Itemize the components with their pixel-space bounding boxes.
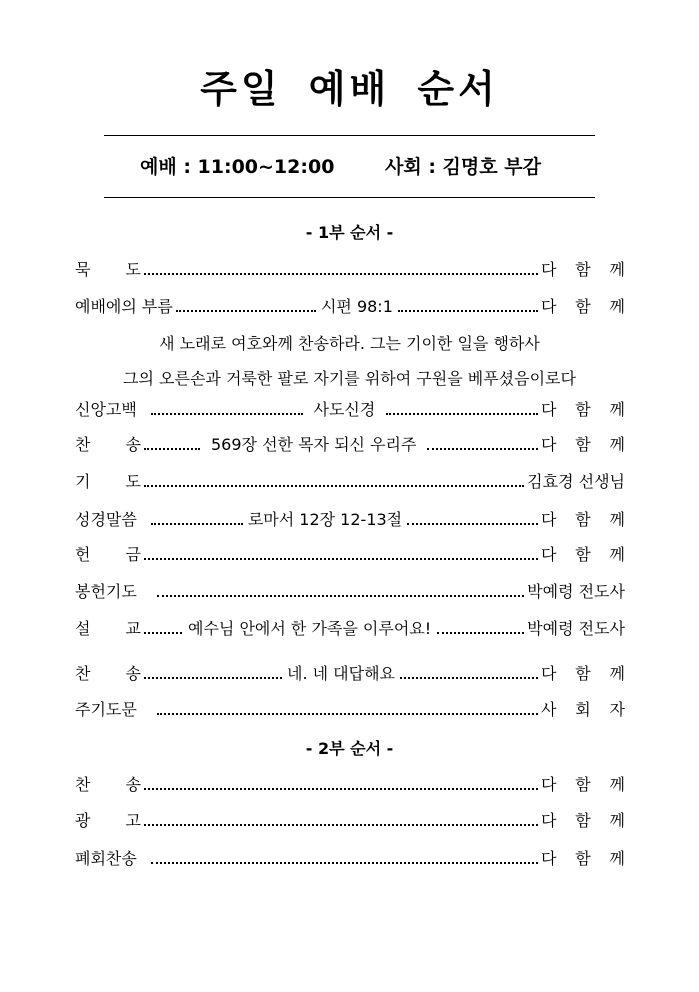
item-leader: 박예령 전도사 — [527, 582, 625, 601]
section-heading-part1: - 1부 순서 - — [305, 223, 394, 242]
item-leader: 사 회 자 — [541, 700, 625, 719]
divider-top — [104, 135, 595, 136]
item-detail: 예수님 안에서 한 가족을 이루어요! — [188, 619, 432, 638]
item-leader: 김효경 선생님 — [527, 472, 625, 491]
item-leader: 다 함 께 — [541, 545, 625, 564]
leader-dots — [144, 558, 538, 560]
item-label: 찬 송 — [75, 664, 141, 683]
item-leader: 다 함 께 — [541, 664, 625, 683]
leader-dots — [157, 595, 524, 597]
page-title: 주일 예배 순서 — [200, 67, 499, 111]
leader-dots — [437, 632, 524, 634]
order-item-announcements — [75, 807, 625, 831]
item-label: 예배에의 부름 — [75, 297, 173, 316]
item-leader: 다 함 께 — [541, 260, 625, 279]
item-label: 찬 송 — [75, 435, 141, 454]
item-leader: 다 함 께 — [541, 400, 625, 419]
item-detail: 사도신경 — [313, 400, 376, 419]
item-label: 폐회찬송 — [75, 849, 137, 868]
order-item-offering — [75, 541, 625, 565]
item-detail: 시편 98:1 — [320, 297, 393, 316]
leader-dots — [144, 485, 524, 487]
order-item-scripture — [75, 506, 625, 530]
scripture-verse-line: 그의 오른손과 거룩한 팔로 자기를 위하여 구원을 베푸셨음이로다 — [123, 369, 576, 388]
item-leader: 다 함 께 — [541, 435, 625, 454]
item-leader: 박예령 전도사 — [527, 619, 625, 638]
service-time: 예배 : 11:00~12:00 — [140, 156, 335, 178]
item-label: 묵 도 — [75, 260, 141, 279]
leader-dots — [407, 523, 538, 525]
leader-dots — [144, 824, 538, 826]
item-leader: 다 함 께 — [541, 510, 625, 529]
scripture-verse-line: 새 노래로 여호와께 찬송하라. 그는 기이한 일을 행하사 — [159, 334, 540, 353]
leader-dots — [157, 713, 538, 715]
leader-dots — [144, 788, 538, 790]
leader-dots — [400, 677, 538, 679]
leader-dots — [144, 273, 538, 275]
leader-dots — [176, 310, 316, 312]
item-leader: 다 함 께 — [541, 775, 625, 794]
item-label: 헌 금 — [75, 545, 141, 564]
order-item-hymn-3 — [75, 771, 625, 795]
item-label: 기 도 — [75, 472, 141, 491]
order-item-closing-hymn — [75, 845, 625, 869]
leader-dots — [386, 413, 538, 415]
order-item-prayer — [75, 468, 625, 492]
order-item-hymn-1 — [75, 431, 625, 455]
leader-dots — [144, 448, 200, 450]
leader-dots — [144, 677, 282, 679]
item-label: 찬 송 — [75, 775, 141, 794]
host-info: 사회 : 김명호 부감 — [385, 156, 541, 178]
order-item-hymn-2 — [75, 660, 625, 684]
order-item-silent-prayer — [75, 256, 625, 280]
item-label: 봉헌기도 — [75, 582, 137, 601]
leader-dots — [151, 413, 303, 415]
divider-bottom — [104, 197, 595, 198]
leader-dots — [151, 523, 243, 525]
section-heading-part2: - 2부 순서 - — [305, 739, 394, 758]
order-item-call-to-worship — [75, 293, 625, 317]
item-label: 주기도문 — [75, 700, 137, 719]
item-leader: 다 함 께 — [541, 811, 625, 830]
item-label: 설 교 — [75, 619, 141, 638]
leader-dots — [427, 448, 538, 450]
item-label: 신앙고백 — [75, 400, 137, 419]
item-leader: 다 함 께 — [541, 849, 625, 868]
item-leader: 다 함 께 — [541, 297, 626, 316]
order-item-creed — [75, 396, 625, 420]
leader-dots — [151, 862, 538, 864]
item-label: 광 고 — [75, 811, 141, 830]
order-item-sermon — [75, 615, 625, 639]
order-item-lords-prayer — [75, 696, 625, 720]
item-label: 성경말씀 — [75, 510, 137, 529]
leader-dots — [398, 310, 538, 312]
item-detail: 569장 선한 목자 되신 우리주 — [211, 435, 417, 454]
leader-dots — [144, 632, 182, 634]
order-item-offering-prayer — [75, 578, 625, 602]
item-detail: 로마서 12장 12-13절 — [247, 510, 403, 529]
item-detail: 네. 네 대답해요 — [287, 664, 395, 683]
